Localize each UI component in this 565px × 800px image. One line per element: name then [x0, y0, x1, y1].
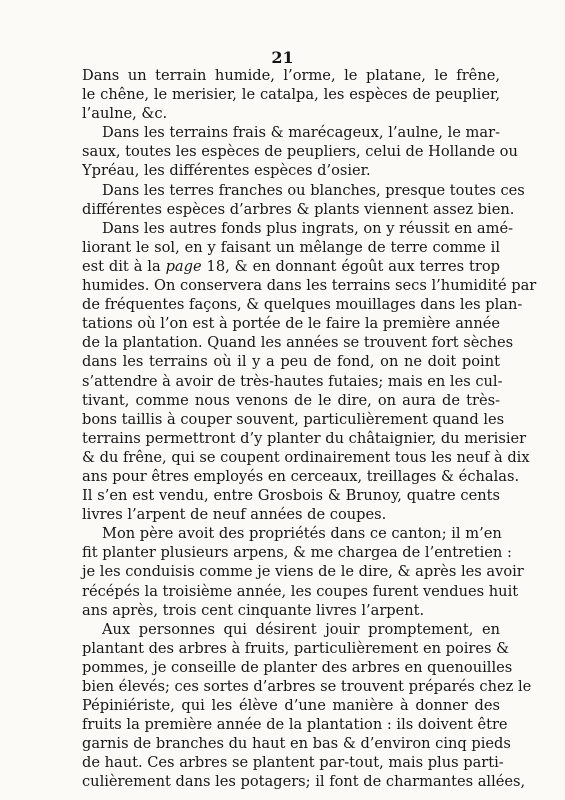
text-line: saux, toutes les espèces de peupliers, celui de Hollande ou	[82, 143, 518, 161]
text-line: de haut. Ces arbres se plantent par-tout, mais plus parti-	[82, 754, 504, 772]
text-line: de fréquentes façons, & quelques mouillages dans les plan-	[82, 296, 523, 314]
text-line: plantant des arbres à fruits, particulièrement en poires &	[82, 639, 510, 657]
text-line: Mon père avoit des propriétés dans ce canton; il m’en	[102, 525, 502, 543]
text-line: Pépiniériste, qui les élève d’une manière à donner des	[82, 697, 500, 715]
text-line: bien élevés; ces sortes d’arbres se trouvent préparés chez le	[82, 678, 532, 695]
text-line: l’aulne, &c.	[82, 105, 168, 123]
text-line-segment: est dit à la	[82, 257, 166, 275]
text-line: Dans les terrains frais & marécageux, l’aulne, le mar-	[102, 124, 500, 142]
text-line: fit planter plusieurs arpens, & me chargea de l’entretien :	[82, 544, 512, 562]
text-line	[82, 257, 500, 276]
text-line: & du frêne, qui se coupent ordinairement tous les neuf à dix	[82, 448, 530, 466]
text-line-segment: 18, & en donnant égoût aux terres trop	[201, 257, 500, 275]
text-line: Il s’en est vendu, entre Grosbois & Brunoy, quatre cents	[82, 487, 500, 505]
text-line: je les conduisis comme je viens de le dire, & après les avoir	[82, 563, 524, 581]
text-line: garnis de branches du haut en bas & d’environ cinq pieds	[82, 735, 511, 753]
text-line: récépés la troisième année, les coupes furent vendues huit	[82, 582, 519, 600]
text-line: différentes espèces d’arbres & plants viennent assez bien.	[82, 200, 515, 218]
text-line: tations où l’on est à portée de le faire la première année	[82, 315, 500, 333]
text-line: le chêne, le merisier, le catalpa, les espèces de peuplier,	[82, 86, 500, 104]
text-line: ans après, trois cent cinquante livres l’arpent.	[82, 601, 425, 619]
text-line: terrains permettront d’y planter du châtaignier, du merisier	[82, 429, 527, 447]
text-line: ans pour êtres employés en cerceaux, treillages & échalas.	[82, 467, 520, 485]
text-line: fruits la première année de la plantation : ils doivent être	[82, 716, 508, 734]
text-line: Aux personnes qui désirent jouir promptement, en	[102, 620, 500, 638]
text-line: s’attendre à avoir de très-hautes futaies; mais en les cul-	[82, 372, 503, 390]
text-line: culièrement dans les potagers; il font de charmantes allées,	[82, 773, 526, 791]
text-line: Dans les autres fonds plus ingrats, on y réussit en amé-	[102, 219, 514, 237]
text-line: liorant le sol, en y faisant un mêlange de terre comme il	[82, 238, 500, 256]
text-line: humides. On conservera dans les terrains secs l’humidité par	[82, 277, 537, 295]
text-line: bons taillis à couper souvent, particulièrement quand les	[82, 410, 505, 428]
page-reference: page	[165, 257, 202, 275]
text-line: Dans un terrain humide, l’orme, le platane, le frêne,	[82, 67, 500, 84]
text-line: dans les terrains où il y a peu de fond, on ne doit point	[82, 353, 500, 371]
page-number: 21	[271, 48, 294, 67]
text-line: de la plantation. Quand les années se trouvent fort sèches	[82, 334, 514, 352]
page-body-text	[82, 66, 537, 792]
text-line: pommes, je conseille de planter des arbres en quenouilles	[82, 658, 513, 676]
text-line: tivant, comme nous venons de le dire, on aura de très-	[82, 391, 500, 409]
text-line: livres l’arpent de neuf années de coupes.	[82, 506, 387, 524]
text-line: Dans les terres franches ou blanches, presque toutes ces	[102, 181, 525, 199]
text-line: Ypréau, les différentes espèces d’osier.	[82, 162, 371, 180]
